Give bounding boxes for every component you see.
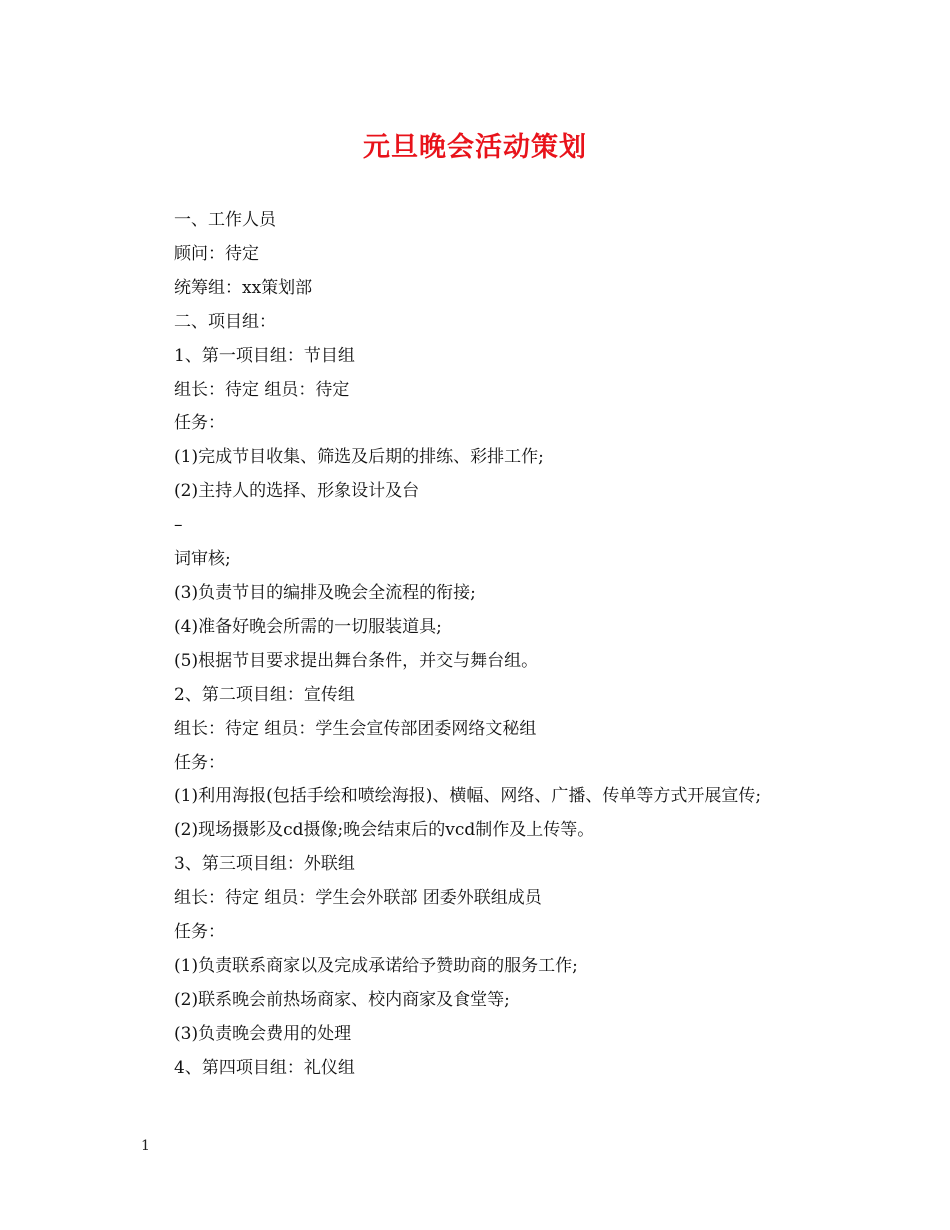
- text-line: 顾问：待定: [174, 243, 259, 264]
- text-line: (3)负责晚会费用的处理: [174, 1023, 352, 1044]
- text-line: 2、第二项目组：宣传组: [174, 684, 355, 705]
- text-line: (1)完成节目收集、筛选及后期的排练、彩排工作;: [174, 447, 544, 468]
- text-line: 组长：待定 组员：学生会外联部 团委外联组成员: [174, 888, 542, 909]
- text-line: 任务：: [174, 752, 225, 773]
- text-line: (4)准备好晚会所需的一切服装道具;: [174, 616, 442, 637]
- text-line: 任务：: [174, 413, 225, 434]
- text-line: (2)现场摄影及cd摄像;晚会结束后的vcd制作及上传等。: [174, 820, 595, 841]
- text-line: 1、第一项目组：节目组: [174, 345, 355, 366]
- text-line: (1)利用海报(包括手绘和喷绘海报)、横幅、网络、广播、传单等方式开展宣传;: [174, 786, 762, 807]
- text-line: 3、第三项目组：外联组: [174, 854, 355, 875]
- text-line: 二、项目组：: [174, 311, 276, 332]
- text-line: (2)联系晚会前热场商家、校内商家及食堂等;: [174, 989, 510, 1010]
- text-line: (5)根据节目要求提出舞台条件，并交与舞台组。: [174, 650, 539, 671]
- text-line: (3)负责节目的编排及晚会全流程的衔接;: [174, 582, 476, 603]
- document-title: 元旦晚会活动策划: [363, 132, 587, 163]
- document-body: [140, 204, 812, 1086]
- text-line: 任务：: [174, 922, 225, 943]
- text-line: 词审核;: [174, 549, 231, 570]
- text-line: (1)负责联系商家以及完成承诺给予赞助商的服务工作;: [174, 955, 578, 976]
- text-line: 组长：待定 组员：待定: [174, 379, 350, 400]
- separator-mark: –: [174, 515, 183, 536]
- text-line: 统筹组：xx策划部: [174, 277, 313, 298]
- text-line: 一、工作人员: [174, 210, 276, 230]
- page-number: 1: [141, 1138, 150, 1154]
- text-line: 组长：待定 组员：学生会宣传部团委网络文秘组: [174, 718, 537, 739]
- text-line: (2)主持人的选择、形象设计及台: [174, 481, 420, 502]
- text-line: 4、第四项目组：礼仪组: [174, 1057, 355, 1078]
